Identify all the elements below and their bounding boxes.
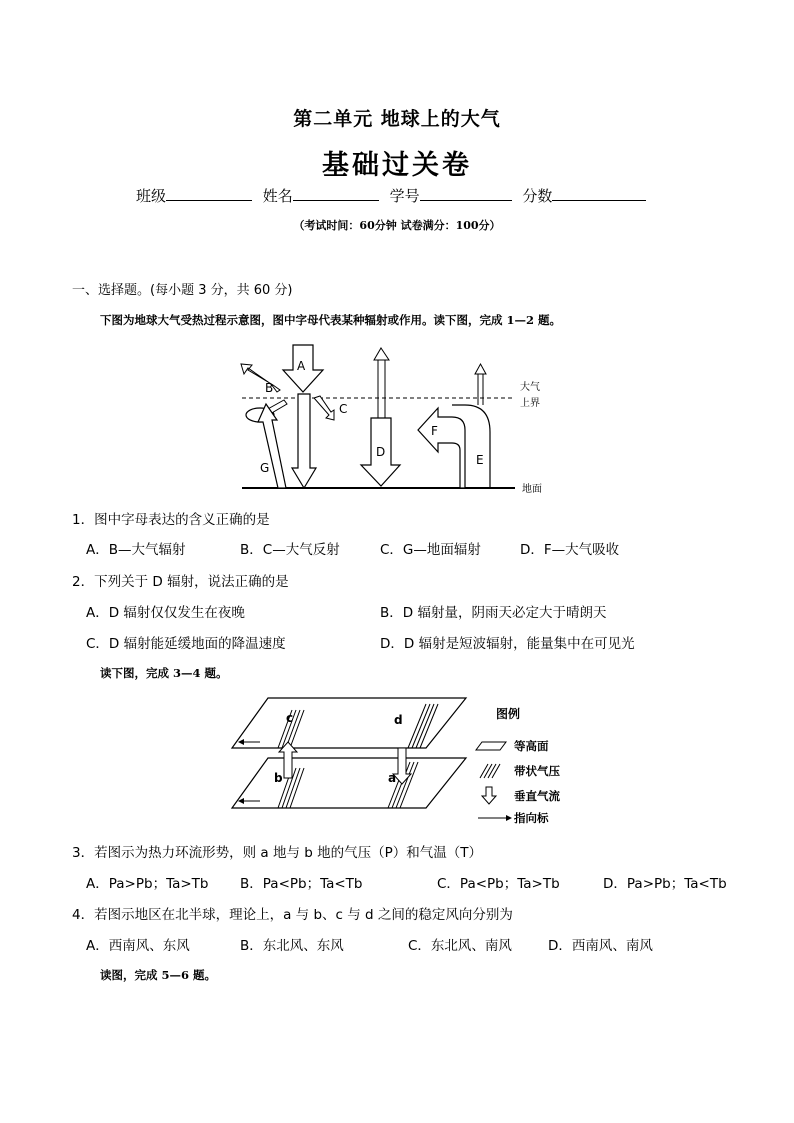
label-top-boundary: 上界	[520, 398, 540, 409]
arrow-b	[241, 364, 280, 392]
atmosphere-heating-diagram	[230, 340, 570, 500]
student-id-label: 学号	[389, 187, 420, 205]
label-ground: 地面	[522, 484, 542, 495]
q2-option-c[interactable]: C．D 辐射能延缓地面的降温速度	[86, 636, 286, 652]
arrow-g	[258, 404, 286, 488]
intro-q3-4: 读下图，完成 3—4 题。	[100, 666, 228, 680]
label-d-point: d	[394, 713, 403, 727]
thin-up-arrowhead-right	[475, 364, 486, 374]
label-b: B	[265, 381, 274, 395]
legend-title: 图例	[496, 707, 521, 721]
q3-option-a[interactable]: A．Pa>Pb；Ta>Tb	[86, 876, 209, 892]
label-d: D	[376, 445, 386, 459]
q1-option-d[interactable]: D．F—大气吸收	[520, 542, 620, 558]
q2-stem: 2．下列关于 D 辐射，说法正确的是	[72, 574, 289, 590]
name-blank[interactable]	[293, 185, 379, 201]
arrow-a-shaft	[292, 394, 316, 488]
name-label: 姓名	[262, 187, 293, 205]
q4-option-b[interactable]: B．东北风、东风	[240, 938, 344, 954]
legend-vertical-airflow: 垂直气流	[514, 789, 560, 803]
student-id-blank[interactable]	[420, 185, 512, 201]
q1-option-a[interactable]: A．B—大气辐射	[86, 542, 186, 558]
q3-option-c[interactable]: C．Pa<Pb；Ta>Tb	[437, 876, 560, 892]
legend-isobaric-surface: 等高面	[514, 739, 549, 753]
intro-q1-2: 下图为地球大气受热过程示意图，图中字母代表某种辐射或作用。读下图，完成 1—2 题。	[100, 313, 562, 327]
q3-option-d[interactable]: D．Pa>Pb；Ta<Tb	[603, 876, 727, 892]
q1-stem: 1．图中字母表达的含义正确的是	[72, 512, 270, 528]
paper-title: 基础过关卷	[322, 150, 472, 181]
legend-plane-icon	[476, 742, 506, 750]
label-a-point: a	[388, 771, 397, 785]
unit-title: 第二单元 地球上的大气	[293, 108, 501, 130]
class-label: 班级	[136, 187, 167, 205]
label-g: G	[260, 461, 270, 475]
section-heading: 一、选择题。(每小题 3 分，共 60 分)	[72, 283, 293, 298]
student-info-fields	[136, 185, 652, 206]
label-b-point: b	[274, 771, 283, 785]
score-label: 分数	[522, 187, 553, 205]
legend-pointer: 指向标	[514, 811, 549, 825]
q3-stem: 3．若图示为热力环流形势，则 a 地与 b 地的气压（P）和气温（T）	[72, 845, 482, 861]
q1-option-b[interactable]: B．C—大气反射	[240, 542, 340, 558]
q4-option-c[interactable]: C．东北风、南风	[408, 938, 512, 954]
thermal-circulation-diagram	[230, 690, 570, 835]
q4-option-a[interactable]: A．西南风、东风	[86, 938, 190, 954]
q3-option-b[interactable]: B．Pa<Pb；Ta<Tb	[240, 876, 363, 892]
intro-q5-6: 读图，完成 5—6 题。	[100, 968, 217, 982]
arrow-c	[314, 396, 334, 420]
label-e: E	[476, 453, 484, 467]
label-c-point: c	[286, 711, 294, 725]
q2-option-a[interactable]: A．D 辐射仅仅发生在夜晚	[86, 605, 245, 621]
q1-option-c[interactable]: C．G—地面辐射	[380, 542, 481, 558]
upper-isobaric-plane	[232, 698, 466, 748]
q4-stem: 4．若图示地区在北半球，理论上，a 与 b、c 与 d 之间的稳定风向分别为	[72, 907, 513, 923]
label-atmosphere: 大气	[520, 382, 540, 393]
lower-isobaric-plane	[232, 758, 466, 808]
label-f: F	[431, 424, 438, 438]
q2-option-d[interactable]: D．D 辐射是短波辐射，能量集中在可见光	[380, 636, 635, 652]
legend-pressure-band: 带状气压	[514, 764, 560, 778]
q2-option-b[interactable]: B．D 辐射量，阴雨天必定大于晴朗天	[380, 605, 607, 621]
class-blank[interactable]	[166, 185, 252, 201]
q4-option-d[interactable]: D．西南风、南风	[548, 938, 653, 954]
legend-airflow-icon	[482, 787, 496, 804]
score-blank[interactable]	[552, 185, 646, 201]
arrow-e-f	[418, 408, 465, 488]
exam-note: （考试时间：60分钟 试卷满分：100分）	[293, 219, 501, 232]
thin-up-arrowhead	[374, 348, 389, 360]
label-a: A	[297, 359, 306, 373]
label-c: C	[339, 402, 348, 416]
legend-band-icon	[480, 764, 500, 778]
